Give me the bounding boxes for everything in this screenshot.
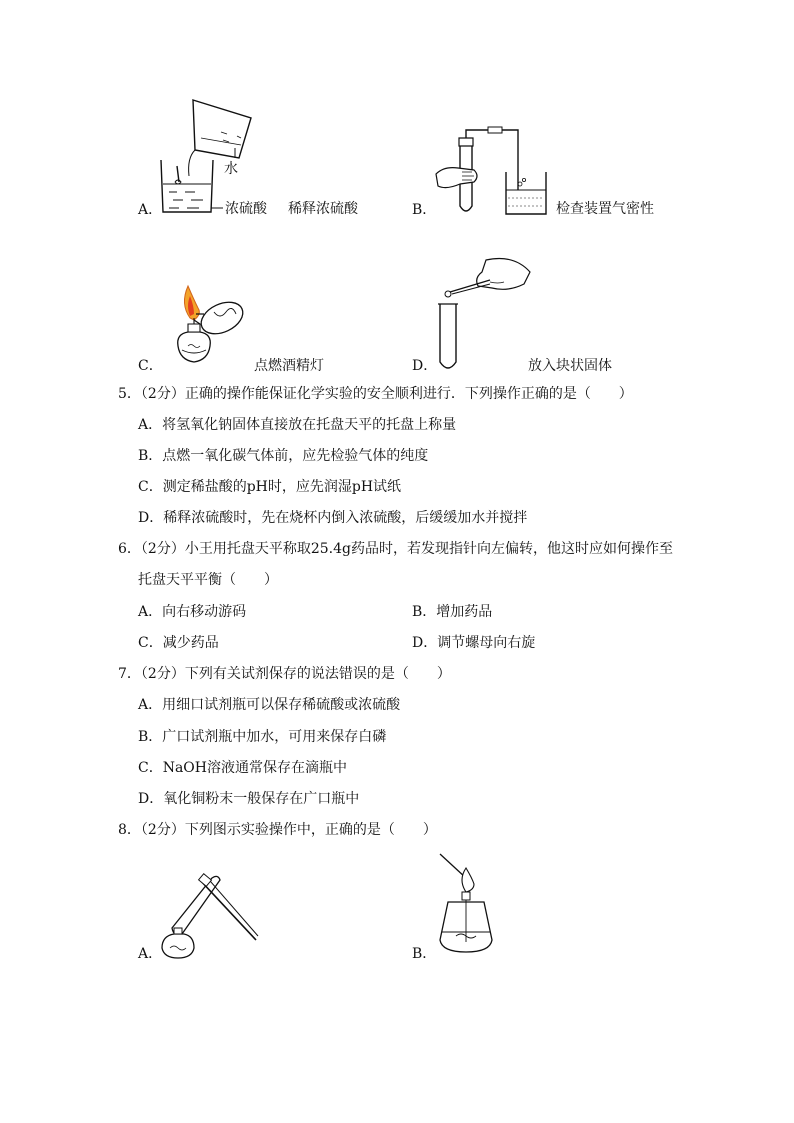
q8-option-a-letter: A．	[138, 946, 163, 962]
q4-option-a-letter: A．	[138, 202, 163, 218]
q7-option-c: C．NaOH溶液通常保存在滴瓶中	[138, 760, 347, 776]
label-conc-acid: 浓硫酸	[225, 201, 267, 217]
figure-heat-test-tube	[160, 868, 260, 960]
figure-add-solid	[434, 258, 534, 374]
q4-option-c-letter: C．	[138, 358, 163, 374]
figure-lamp-blow	[436, 852, 506, 962]
q7-stem: 7．（2分）下列有关试剂保存的说法错误的是（ ）	[118, 666, 451, 682]
q7-option-b: B．广口试剂瓶中加水，可用来保存白磷	[138, 729, 387, 745]
q4-option-d-caption: 放入块状固体	[528, 358, 612, 374]
figure-dilute-acid	[155, 98, 265, 218]
q6-option-c: C．减少药品	[138, 635, 219, 651]
q4-option-b-letter: B．	[412, 202, 437, 218]
figure-light-lamp	[160, 284, 260, 376]
q7-option-d: D．氧化铜粉末一般保存在广口瓶中	[138, 791, 360, 807]
q5-option-b: B．点燃一氧化碳气体前，应先检验气体的纯度	[138, 448, 429, 464]
q5-stem: 5．（2分）正确的操作能保证化学实验的安全顺利进行．下列操作正确的是（ ）	[118, 386, 633, 402]
q4-option-a-caption: 稀释浓硫酸	[288, 201, 358, 217]
q8-stem: 8．（2分）下列图示实验操作中，正确的是（ ）	[118, 822, 437, 838]
q6-option-a: A．向右移动游码	[138, 604, 247, 620]
q8-option-b-letter: B．	[412, 946, 437, 962]
q5-option-c: C．测定稀盐酸的pH时，应先润湿pH试纸	[138, 479, 402, 495]
q4-option-d-letter: D．	[412, 358, 438, 374]
q4-option-b-caption: 检查装置气密性	[556, 201, 654, 217]
q6-option-b: B．增加药品	[412, 604, 493, 620]
figure-air-tightness	[436, 126, 556, 220]
q5-option-a: A．将氢氧化钠固体直接放在托盘天平的托盘上称量	[138, 417, 457, 433]
label-water: 水	[224, 161, 238, 177]
q6-stem-line1: 6．（2分）小王用托盘天平称取25.4g药品时，若发现指针向左偏转，他这时应如何操作至	[118, 541, 673, 557]
q7-option-a: A．用细口试剂瓶可以保存稀硫酸或浓硫酸	[138, 697, 401, 713]
q5-option-d: D．稀释浓硫酸时，先在烧杯内倒入浓硫酸，后缓缓加水并搅拌	[138, 510, 528, 526]
q4-option-c-caption: 点燃酒精灯	[254, 358, 324, 374]
q6-option-d: D．调节螺母向右旋	[412, 635, 536, 651]
q6-stem-line2: 托盘天平平衡（ ）	[138, 572, 278, 588]
